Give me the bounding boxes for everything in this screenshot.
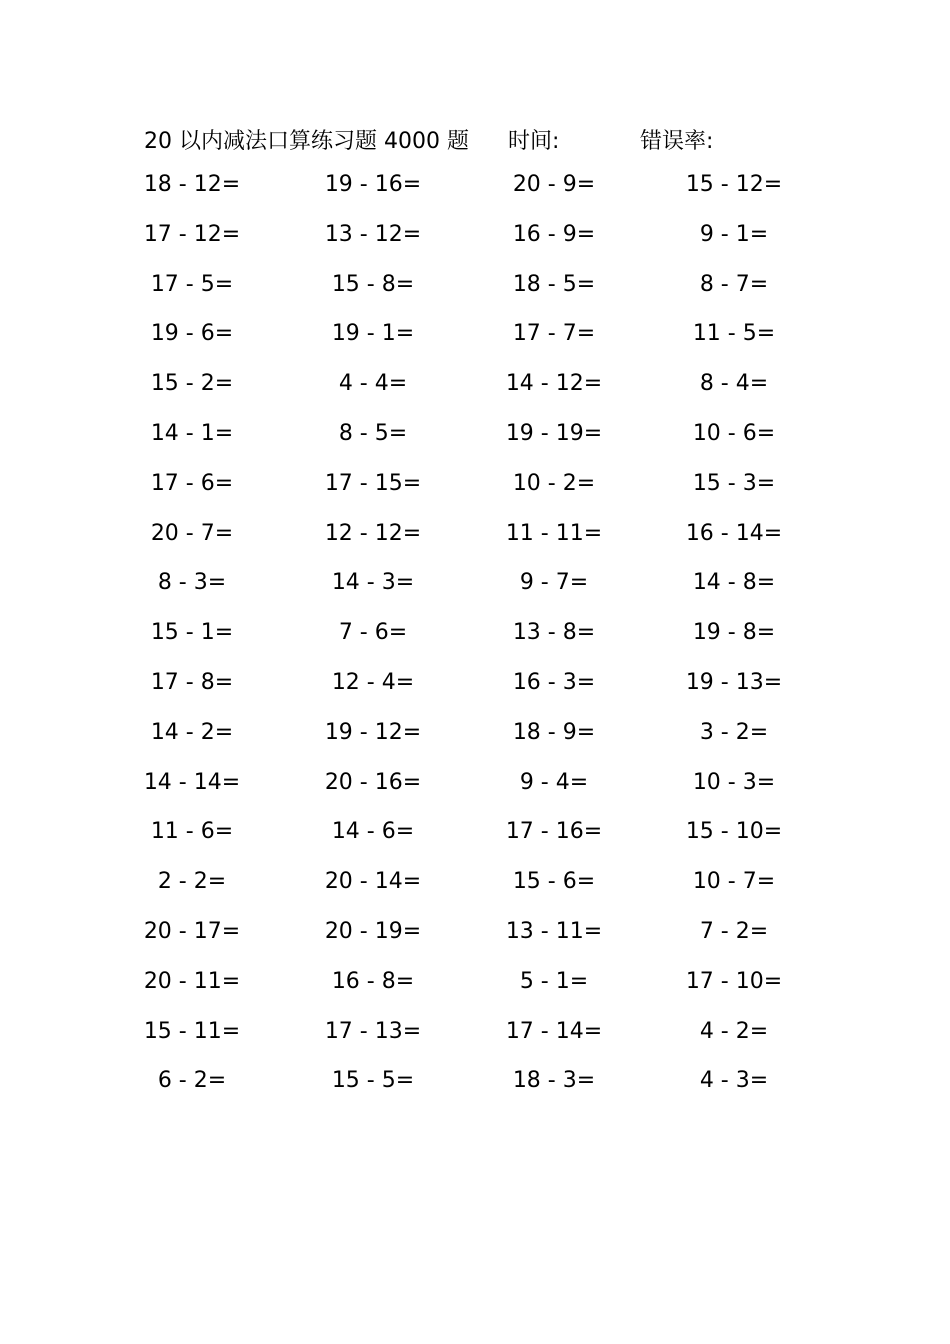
problem-item: 17 - 15= [324, 470, 422, 496]
problem-item: 9 - 7= [519, 570, 589, 596]
problem-row [0, 869, 950, 919]
problem-item: 5 - 1= [519, 968, 589, 994]
problem-row [0, 222, 950, 272]
problem-item: 10 - 7= [692, 869, 776, 895]
problem-item: 7 - 6= [338, 620, 408, 646]
problem-row [0, 919, 950, 969]
problem-item: 14 - 14= [143, 769, 241, 795]
problem-row [0, 172, 950, 222]
problem-item: 3 - 2= [699, 719, 769, 745]
problem-item: 9 - 1= [699, 221, 769, 247]
problem-item: 13 - 8= [512, 620, 596, 646]
problem-row [0, 321, 950, 371]
problem-item: 18 - 5= [512, 271, 596, 297]
problem-item: 14 - 2= [150, 719, 234, 745]
problem-item: 11 - 6= [150, 819, 234, 845]
problem-item: 19 - 6= [150, 321, 234, 347]
problem-item: 16 - 9= [512, 221, 596, 247]
problem-item: 17 - 16= [505, 819, 603, 845]
worksheet-title: 20 以内减法口算练习题 4000 题 [144, 129, 469, 154]
problem-item: 19 - 1= [331, 321, 415, 347]
problem-item: 20 - 9= [512, 172, 596, 197]
problem-item: 15 - 8= [331, 271, 415, 297]
problem-item: 14 - 12= [505, 371, 603, 397]
problem-item: 11 - 5= [692, 321, 776, 347]
problem-item: 18 - 9= [512, 719, 596, 745]
problem-row [0, 1068, 950, 1118]
problem-item: 17 - 7= [512, 321, 596, 347]
problem-item: 12 - 4= [331, 669, 415, 695]
problem-item: 13 - 11= [505, 918, 603, 944]
problem-item: 9 - 4= [519, 769, 589, 795]
problem-item: 16 - 14= [685, 520, 783, 546]
problem-item: 15 - 11= [143, 1018, 241, 1044]
problem-item: 8 - 7= [699, 271, 769, 297]
problem-item: 7 - 2= [699, 918, 769, 944]
problem-row [0, 421, 950, 471]
problem-row [0, 620, 950, 670]
problem-item: 17 - 14= [505, 1018, 603, 1044]
problem-item: 19 - 19= [505, 420, 603, 446]
problem-item: 15 - 10= [685, 819, 783, 845]
problem-row [0, 1019, 950, 1069]
problem-item: 17 - 8= [150, 669, 234, 695]
problem-item: 20 - 17= [143, 918, 241, 944]
problem-row [0, 371, 950, 421]
problem-item: 18 - 3= [512, 1068, 596, 1094]
problem-item: 10 - 3= [692, 769, 776, 795]
problem-item: 8 - 4= [699, 371, 769, 397]
problem-item: 16 - 3= [512, 669, 596, 695]
problem-item: 6 - 2= [157, 1068, 227, 1094]
problem-item: 8 - 5= [338, 420, 408, 446]
problem-item: 19 - 12= [324, 719, 422, 745]
time-label: 时间: [508, 129, 560, 154]
problem-item: 4 - 2= [699, 1018, 769, 1044]
problem-item: 13 - 12= [324, 221, 422, 247]
problem-item: 17 - 13= [324, 1018, 422, 1044]
problem-item: 19 - 8= [692, 620, 776, 646]
problem-row [0, 471, 950, 521]
problem-item: 10 - 2= [512, 470, 596, 496]
problem-item: 17 - 5= [150, 271, 234, 297]
error-rate-label: 错误率: [640, 129, 714, 154]
problem-row [0, 272, 950, 322]
problem-item: 19 - 13= [685, 669, 783, 695]
problem-row [0, 819, 950, 869]
problem-item: 14 - 3= [331, 570, 415, 596]
problem-item: 20 - 16= [324, 769, 422, 795]
problem-item: 20 - 14= [324, 869, 422, 895]
problem-item: 4 - 4= [338, 371, 408, 397]
problem-item: 20 - 7= [150, 520, 234, 546]
problem-item: 15 - 5= [331, 1068, 415, 1094]
problem-item: 11 - 11= [505, 520, 603, 546]
problem-row [0, 670, 950, 720]
problem-row [0, 969, 950, 1019]
problem-item: 19 - 16= [324, 172, 422, 197]
problem-item: 2 - 2= [157, 869, 227, 895]
problem-item: 4 - 3= [699, 1068, 769, 1094]
problem-item: 14 - 8= [692, 570, 776, 596]
problem-item: 17 - 10= [685, 968, 783, 994]
problem-item: 15 - 1= [150, 620, 234, 646]
problem-grid [0, 172, 950, 1118]
worksheet-header [0, 124, 950, 160]
problem-item: 17 - 6= [150, 470, 234, 496]
problem-item: 15 - 3= [692, 470, 776, 496]
problem-item: 12 - 12= [324, 520, 422, 546]
problem-item: 16 - 8= [331, 968, 415, 994]
problem-item: 10 - 6= [692, 420, 776, 446]
problem-item: 14 - 6= [331, 819, 415, 845]
problem-row [0, 770, 950, 820]
problem-item: 20 - 11= [143, 968, 241, 994]
problem-row [0, 570, 950, 620]
problem-row [0, 521, 950, 571]
problem-item: 15 - 12= [685, 172, 783, 197]
problem-row [0, 720, 950, 770]
problem-item: 14 - 1= [150, 420, 234, 446]
problem-item: 15 - 6= [512, 869, 596, 895]
problem-item: 8 - 3= [157, 570, 227, 596]
problem-item: 17 - 12= [143, 221, 241, 247]
problem-item: 20 - 19= [324, 918, 422, 944]
problem-item: 18 - 12= [143, 172, 241, 197]
problem-item: 15 - 2= [150, 371, 234, 397]
